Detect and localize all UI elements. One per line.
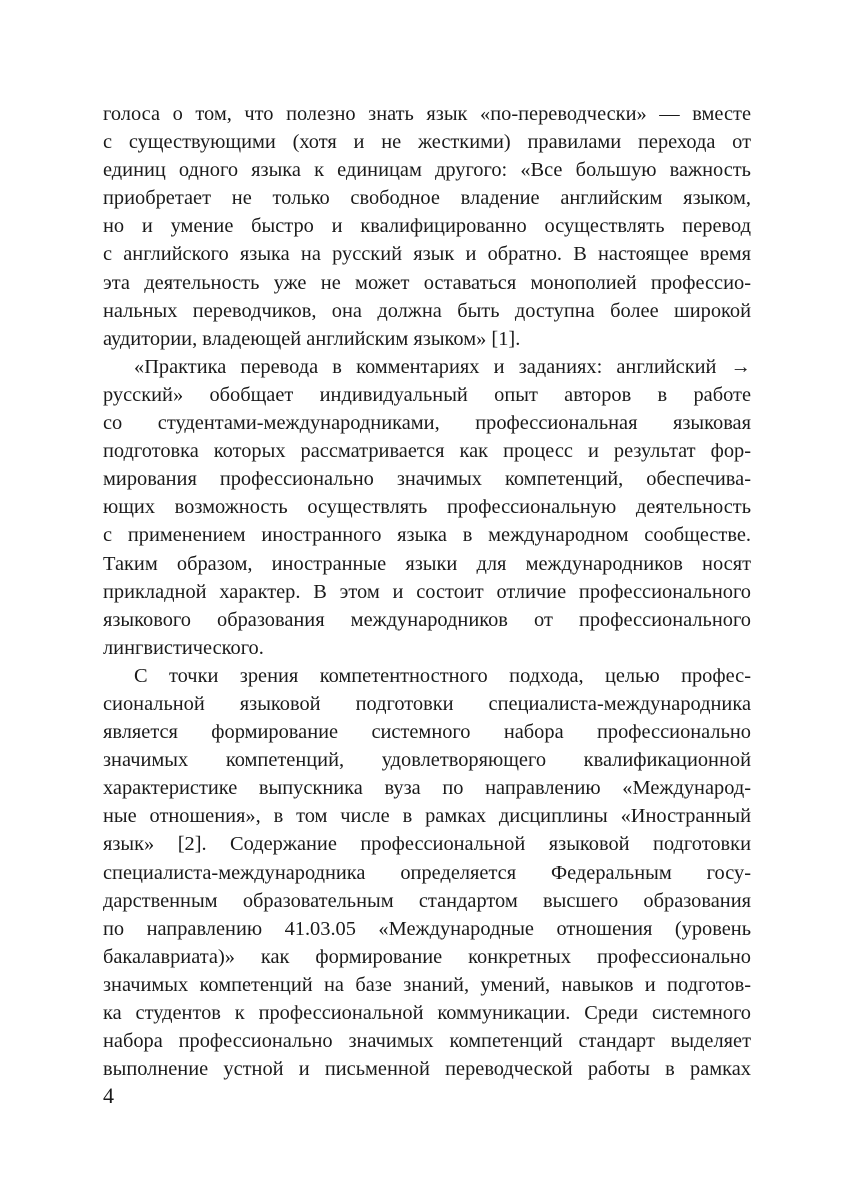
text-line: ющих возможность осуществлять профессиональную деятельность (103, 496, 751, 519)
text-line: единиц одного языка к единицам другого: «Все большую важность (103, 159, 751, 182)
text-line: подготовка которых рассматривается как процесс и результат фор- (103, 440, 751, 463)
page-number: 4 (103, 1083, 114, 1108)
text-line: бакалавриата)» как формирование конкретных профессионально (103, 945, 751, 968)
text-line: аудитории, владеющей английским языком» [1]. (103, 327, 521, 350)
text-line: нальных переводчиков, она должна быть доступна более широкой (103, 299, 751, 322)
text-line: голоса о том, что полезно знать язык «по-переводчески» — вместе (103, 103, 751, 125)
text-line: языкового образования международников от профессионального (103, 608, 751, 631)
page-body (103, 100, 751, 1083)
text-line: Таким образом, иностранные языки для международников носят (103, 552, 751, 575)
paragraph-3 (103, 662, 751, 1083)
text-line: характеристике выпускника вуза по направлению «Международ- (103, 777, 751, 800)
text-line: «Практика перевода в комментариях и заданиях: английский → (134, 355, 751, 378)
text-line: эта деятельность уже не может оставаться монополией профессио- (103, 271, 751, 294)
text-line: ные отношения», в том числе в рамках дисциплины «Иностранный (103, 805, 751, 828)
text-line: лингвистического. (103, 636, 264, 659)
text-line: набора профессионально значимых компетенций стандарт выделяет (103, 1030, 751, 1053)
text-line: сиональной языковой подготовки специалиста-международника (103, 692, 751, 715)
text-line: русский» обобщает индивидуальный опыт авторов в работе (103, 383, 751, 406)
text-line: по направлению 41.03.05 «Международные отношения (уровень (103, 917, 751, 940)
text-line: с английского языка на русский язык и обратно. В настоящее время (103, 243, 751, 266)
paragraph-2 (103, 353, 751, 662)
text-line: специалиста-международника определяется Федеральным госу- (103, 861, 751, 884)
text-line: с существующими (хотя и не жесткими) правилами перехода от (103, 131, 751, 154)
text-line: язык» [2]. Содержание профессиональной языковой подготовки (103, 833, 751, 856)
text-line: дарственным образовательным стандартом высшего образования (103, 889, 751, 912)
text-line: мирования профессионально значимых компетенций, обеспечива- (103, 468, 751, 491)
text-line: но и умение быстро и квалифицированно осуществлять перевод (103, 215, 751, 238)
text-line: является формирование системного набора профессионально (103, 721, 751, 744)
text-line: С точки зрения компетентностного подхода, целью профес- (134, 664, 751, 687)
text-line: с применением иностранного языка в международном сообществе. (103, 524, 751, 547)
text-line: ка студентов к профессиональной коммуникации. Среди системного (103, 1002, 751, 1024)
paragraph-1 (103, 100, 751, 353)
text-line: со студентами-международниками, профессиональная языковая (103, 412, 751, 435)
text-line: приобретает не только свободное владение английским языком, (103, 187, 751, 210)
text-line: прикладной характер. В этом и состоит отличие профессионального (103, 580, 751, 603)
text-line: значимых компетенций на базе знаний, умений, навыков и подготов- (103, 973, 751, 996)
text-line: выполнение устной и письменной переводческой работы в рамках (103, 1058, 751, 1081)
text-line: значимых компетенций, удовлетворяющего квалификационной (103, 749, 751, 772)
